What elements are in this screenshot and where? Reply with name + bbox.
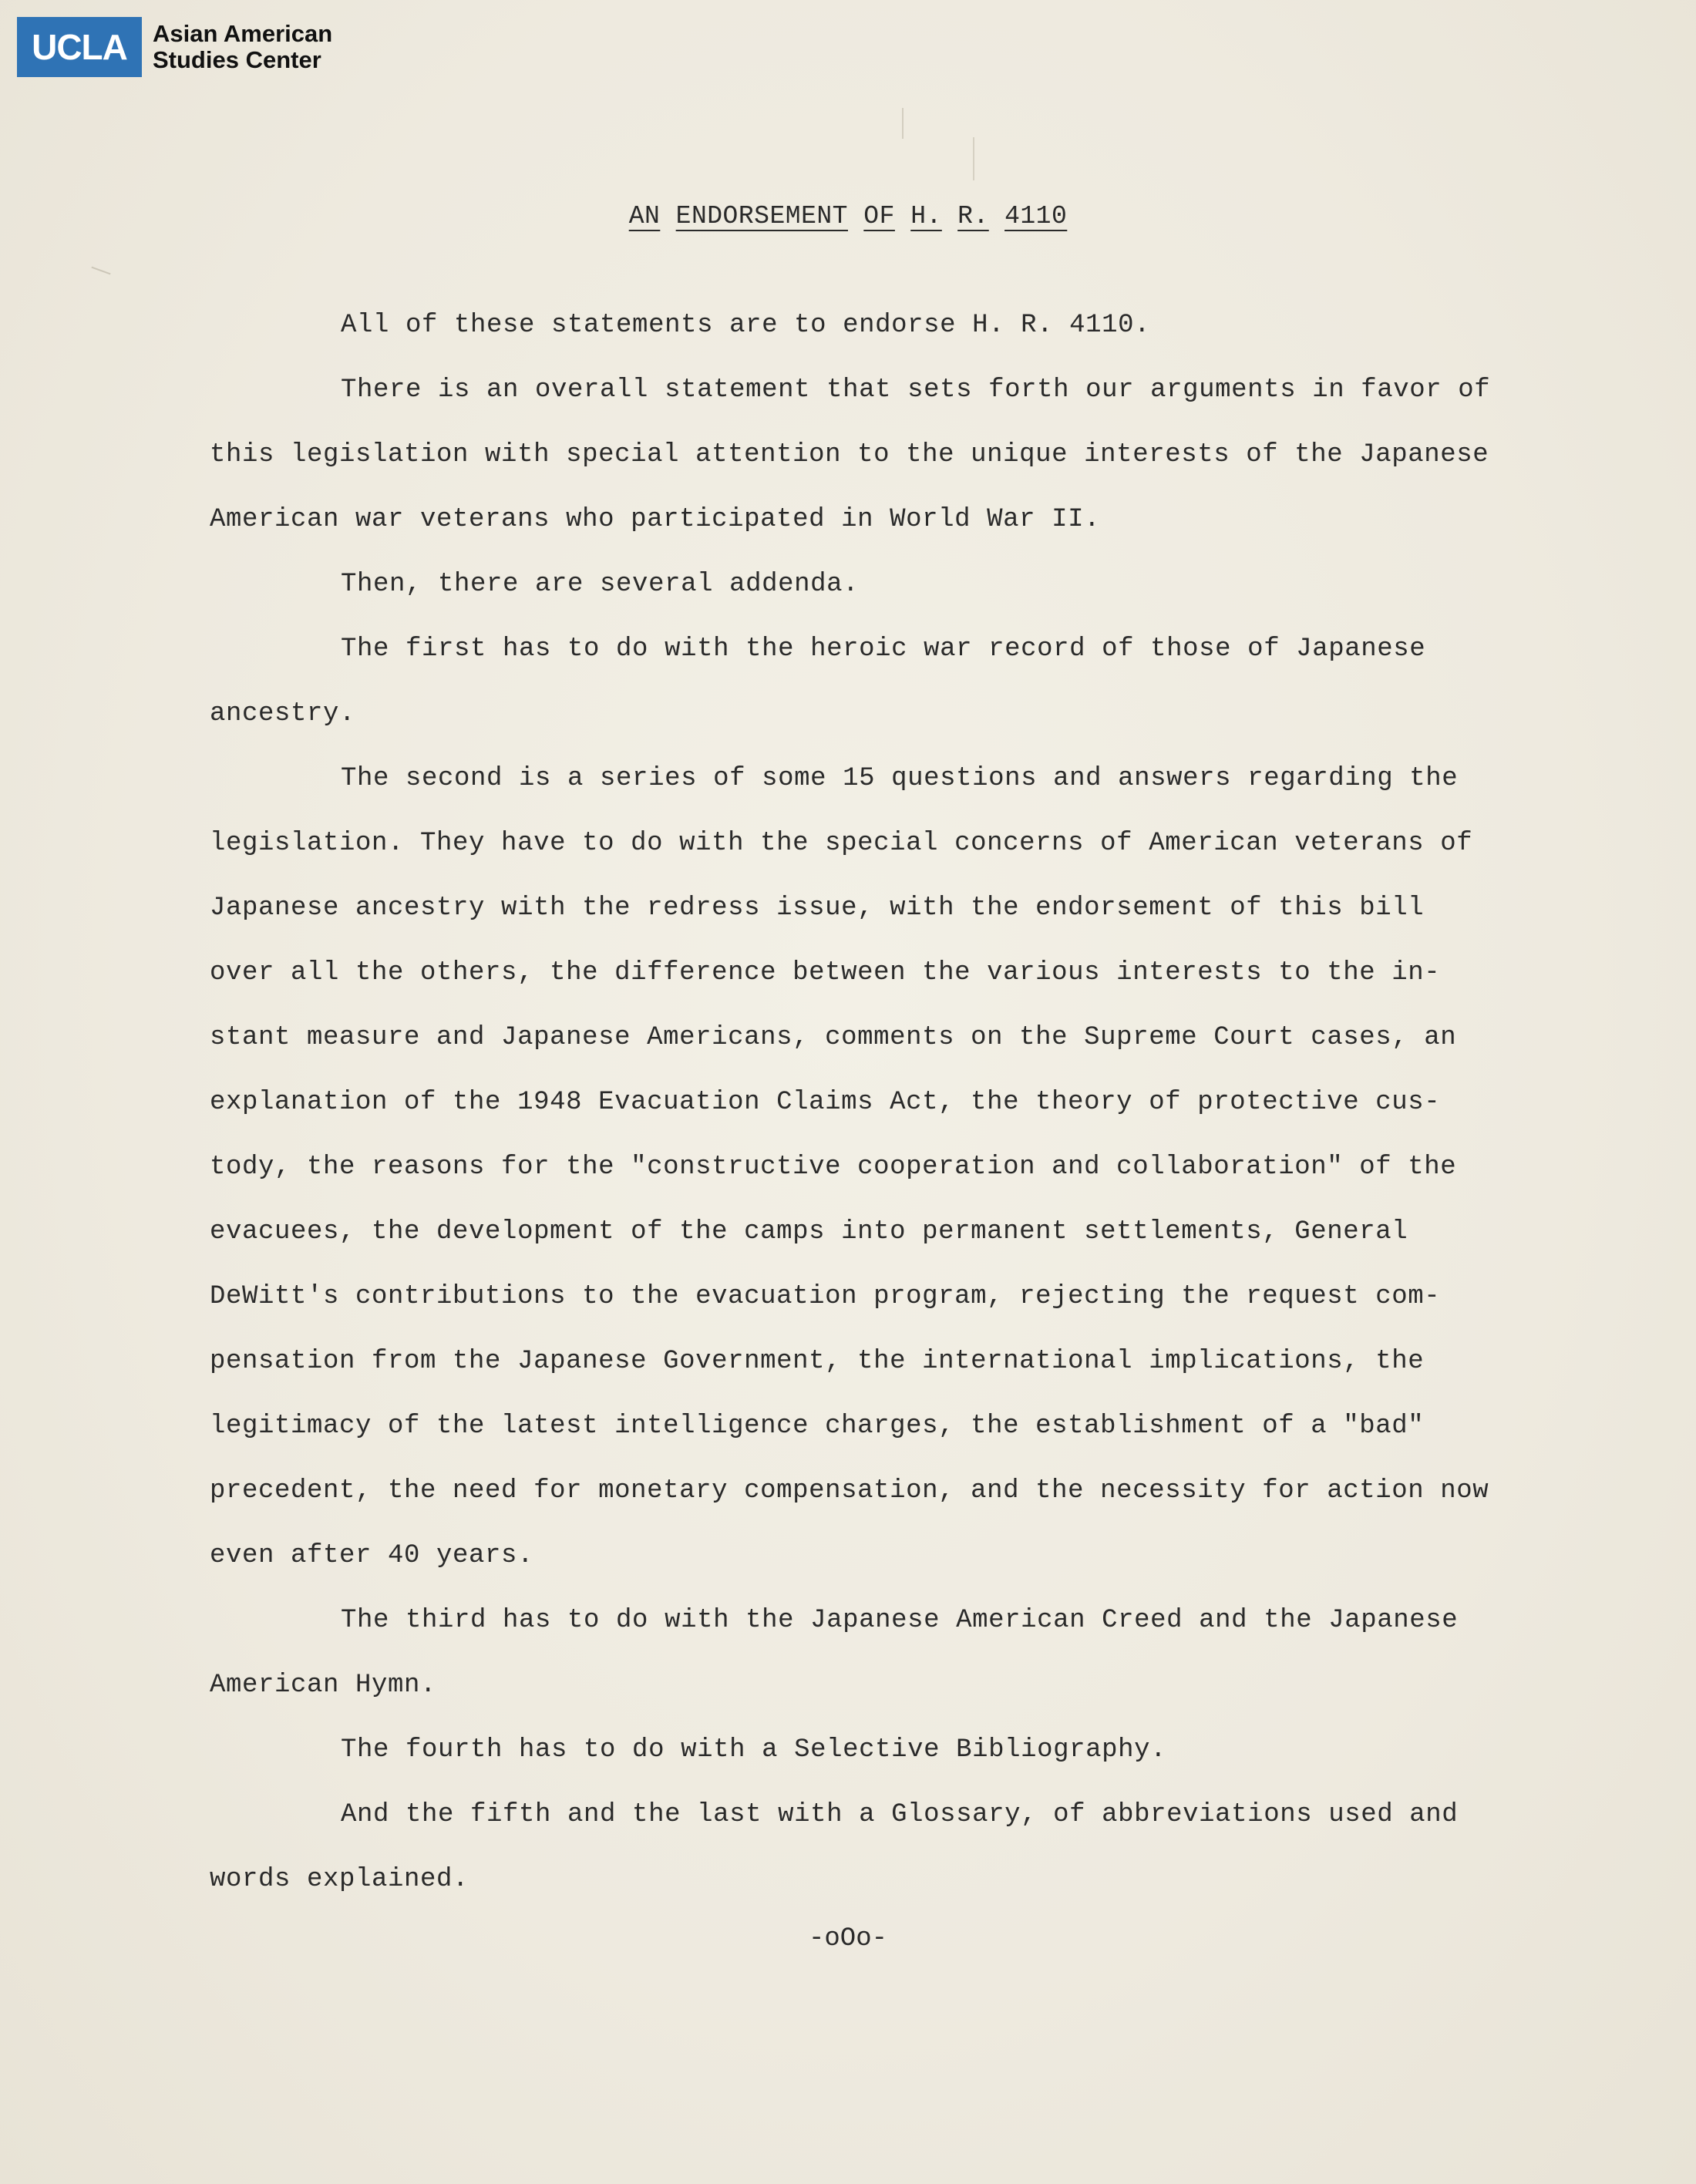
center-name-line2: Studies Center <box>153 46 321 73</box>
paper-mark <box>91 267 110 275</box>
paragraph-text: The third has to do with the Japanese American Creed and the Japanese American Hymn. <box>210 1606 1459 1700</box>
paragraph <box>210 746 1505 1588</box>
paper-mark <box>973 137 974 180</box>
ucla-logo: UCLA <box>17 17 142 77</box>
paragraph <box>210 617 1505 746</box>
archive-badge <box>17 17 332 77</box>
paragraph-text: The first has to do with the heroic war record of those of Japanese ancestry. <box>210 634 1426 729</box>
paragraph-text: The second is a series of some 15 questions and answers regarding the legislation. They have to do with the special concerns of American veterans of Japanese ancestry with the redress issue, with the endorsement of this bill over all the others, the difference between the various interests to the in-stant measure and Japanese Americans, comments on the Supreme Court cases, an explanation of the 1948 Evacuation Claims Act, the theory of protective cus-tody, the reasons for the "constructive cooperation and collaboration" of the evacuees, the development of the camps into permanent settlements, General DeWitt's contributions to the evacuation program, rejecting the request com-pensation from the Japanese Government, the international implications, the legitimacy of the latest intelligence charges, the establishment of a "bad" precedent, the need for monetary compensation, and the necessity for action now even after 40 years. <box>210 764 1489 1570</box>
document-body <box>210 293 1505 1912</box>
center-name <box>153 21 332 73</box>
title-word: OF <box>863 202 895 231</box>
title-word: ENDORSEMENT <box>675 202 848 231</box>
end-mark: -oOo- <box>808 1924 888 1953</box>
paragraph-text: Then, there are several addenda. <box>341 570 860 599</box>
paragraph <box>210 552 1505 617</box>
title-word: AN <box>628 202 661 231</box>
center-name-line1: Asian American <box>153 20 333 47</box>
title-word: H. <box>910 202 942 231</box>
paragraph <box>210 293 1505 358</box>
paragraph-text: All of these statements are to endorse H. R. 4110. <box>341 311 1151 340</box>
paragraph-text: And the fifth and the last with a Glossary, of abbreviations used and words explained. <box>210 1800 1459 1894</box>
paragraph <box>210 1588 1505 1718</box>
paragraph <box>210 1718 1505 1782</box>
paragraph <box>210 1782 1505 1912</box>
document-title <box>0 202 1696 231</box>
title-word: 4110 <box>1004 202 1068 231</box>
paper-mark <box>902 108 904 139</box>
title-word: R. <box>957 202 989 231</box>
paragraph-text: There is an overall statement that sets forth our arguments in favor of this legislation with special attention to the unique interests of the Japanese American war veterans who participated in World War II. <box>210 375 1491 534</box>
paragraph-text: The fourth has to do with a Selective Bibliography. <box>341 1735 1167 1765</box>
paragraph <box>210 358 1505 552</box>
